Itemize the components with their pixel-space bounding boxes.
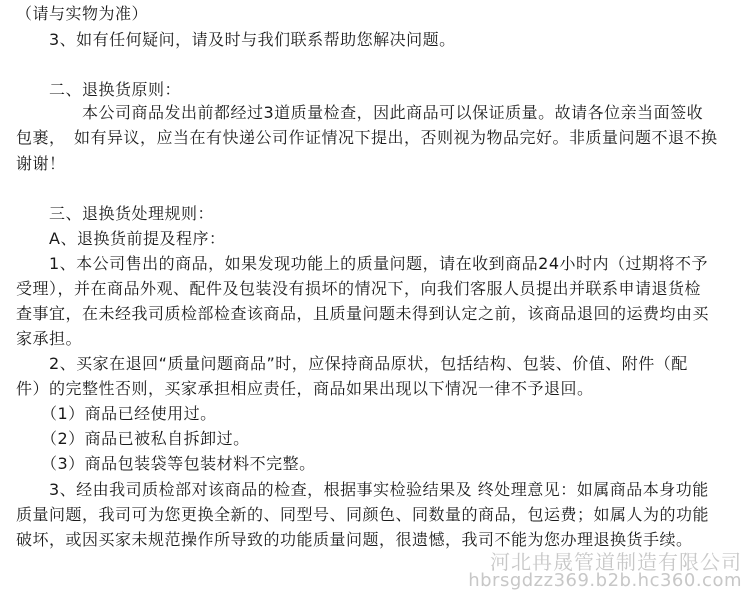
text-line: 破坏，或因买家未规范操作所导致的功能质量问题，很遗憾，我司不能为您办理退换货手续。 <box>16 530 693 549</box>
subsection-heading: A、退换货前提及程序： <box>16 229 226 248</box>
text-line: 谢谢！ <box>16 154 66 173</box>
text-line: 件）的完整性否则，买家承担相应责任，商品如果出现以下情况一律不予退回。 <box>16 379 594 398</box>
text-line: （请与实物为准） <box>16 4 149 23</box>
text-line: 3、如有任何疑问，请及时与我们联系帮助您解决问题。 <box>16 30 456 49</box>
list-item: （1）商品已经使用过。 <box>16 404 217 423</box>
list-item: （3）商品包装袋等包装材料不完整。 <box>16 454 316 473</box>
watermark-company: 河北冉晟管道制造有限公司 <box>490 550 742 574</box>
text-line: 1、本公司售出的商品，如果发现功能上的质量问题，请在收到商品24小时内（过期将不予 <box>16 254 709 273</box>
text-line: 包裹， 如有异议，应当在有快递公司作证情况下提出，否则视为物品完好。非质量问题不退不换 <box>16 128 718 147</box>
text-line: 2、买家在退回“质量问题商品”时，应保持商品原状，包括结构、包装、价值、附件（配 <box>16 354 688 373</box>
text-line: 查事宜，在未经我司质检部检查该商品，且质量问题未得到认定之前，该商品退回的运费均由买 <box>16 304 710 323</box>
text-line: 家承担。 <box>16 329 83 348</box>
section-heading: 二、退换货原则： <box>16 80 182 99</box>
text-line: 本公司商品发出前都经过3道质量检查，因此商品可以保证质量。故请各位亲当面签收 <box>16 103 704 122</box>
text-line: 受理），并在商品外观、配件及包装没有损坏的情况下，向我们客服人员提出并联系申请退货检 <box>16 279 702 298</box>
text-line: 3、经由我司质检部对该商品的检查，根据事实检验结果及 终处理意见：如属商品本身功能 <box>16 480 709 499</box>
section-heading: 三、退换货处理规则： <box>16 204 215 223</box>
text-line: 质量问题，我司可为您更换全新的、同型号、同颜色、同数量的商品，包运费；如属人为的功能 <box>16 505 710 524</box>
watermark-url: hbrsgdzz369.b2b.hc360.com <box>468 570 742 591</box>
list-item: （2）商品已被私自拆卸过。 <box>16 429 250 448</box>
